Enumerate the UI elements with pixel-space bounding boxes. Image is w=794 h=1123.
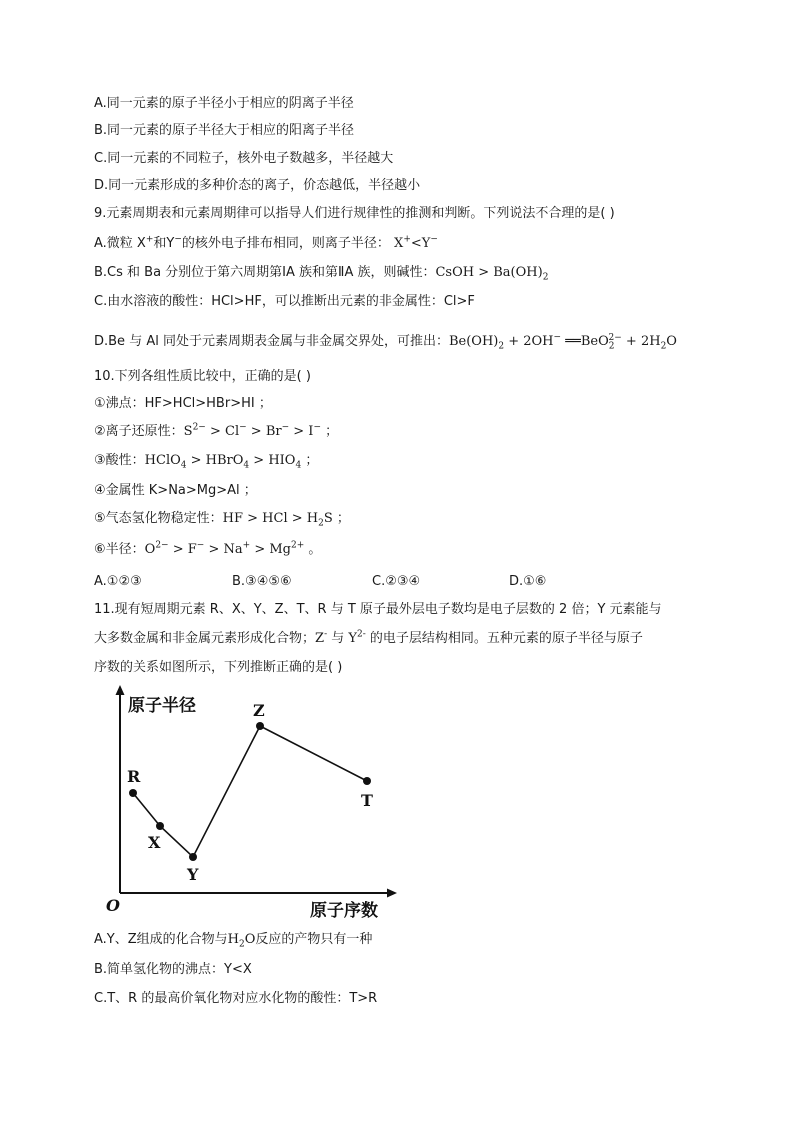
- q10-option-a: A.①②③: [94, 574, 142, 589]
- q10-i2-text: ②离子还原性：: [94, 424, 184, 439]
- q9-option-a: A.微粒 X+和Y−的核外电子排布相同，则离子半径： X+<Y−: [94, 234, 438, 251]
- point-label-y: Y: [187, 865, 199, 884]
- q8-option-b: B.同一元素的原子半径大于相应的阳离子半径: [94, 123, 355, 138]
- q9-stem: 9.元素周期表和元素周期律可以指导人们进行规律性的推测和判断。下列说法不合理的是( ): [94, 206, 615, 221]
- q10-option-b: B.③④⑤⑥: [232, 574, 292, 589]
- origin-label: O: [106, 896, 120, 915]
- q9-d-equation: $Be(OH)_2 + 2OH^-$ ══BeO$_2^{2-}$ + $2H_2O$: [448, 332, 677, 352]
- point-label-t: T: [361, 791, 373, 810]
- q11-stem-line-3: 序数的关系如图所示，下列推断正确的是( ): [94, 660, 343, 675]
- q9-b-text: B.Cs 和 Ba 分别位于第六周期第ⅠA 族和第ⅡA 族，则碱性：: [94, 265, 436, 280]
- q11-a-text-2: 反应的产物只有一种: [255, 932, 373, 947]
- point-z: [256, 722, 264, 730]
- q10-option-c: C.②③④: [372, 574, 421, 589]
- q9-option-c: C.由水溶液的酸性：HCl>HF，可以推断出元素的非金属性：Cl>F: [94, 294, 475, 309]
- point-label-x: X: [148, 833, 161, 852]
- q10-i6-expr: $O^{2-} > F^- > Na^+ > Mg^{2+}$: [144, 540, 305, 557]
- atomic-radius-graph: [100, 683, 410, 923]
- q11-stem-line-2: 大多数金属和非金属元素形成化合物；Z- 与 $Y^{2-}$ 的电子层结构相同。五种元素的原子半径与原子: [94, 629, 643, 646]
- point-label-r: R: [127, 767, 141, 786]
- q9-d-text: D.Be 与 Al 同处于元素周期表金属与非金属交界处，可推出：: [94, 334, 449, 349]
- q10-i5-text: ⑤气态氢化物稳定性：: [94, 511, 223, 526]
- q11-stem2-text-2: 与: [327, 631, 349, 646]
- point-x: [156, 822, 164, 830]
- q9-option-d: [94, 333, 677, 351]
- radius-curve: [133, 726, 367, 857]
- point-r: [129, 789, 137, 797]
- q10-i3-expr: HClO$_4$ > HBrO$_4$ > $HIO_4$: [144, 453, 302, 471]
- q9-a-text-3: 的核外电子排布相同，则离子半径：: [181, 236, 390, 251]
- q9-a-text-2: 和Y: [153, 236, 175, 251]
- y-axis-arrow: [116, 685, 125, 695]
- q9-option-b: [94, 264, 548, 282]
- point-t: [363, 777, 371, 785]
- point-label-z: Z: [253, 701, 265, 720]
- q10-item-1: ①沸点：HF>HCl>HBr>HI ；: [94, 396, 272, 411]
- q10-i6-text: ⑥半径：: [94, 542, 145, 557]
- q11-option-b: B.简单氢化物的沸点：Y<X: [94, 962, 252, 977]
- q11-stem2-text-1: 大多数金属和非金属元素形成化合物；: [94, 631, 316, 646]
- y-axis-label: 原子半径: [128, 696, 196, 716]
- q9-a-text-1: A.微粒 X: [94, 236, 146, 251]
- q11-option-a: A.Y、Z组成的化合物与$H_2O$反应的产物只有一种: [94, 932, 373, 950]
- x-axis-arrow: [387, 889, 397, 898]
- q10-stem: 10.下列各组性质比较中，正确的是( ): [94, 369, 311, 384]
- x-axis-label: 原子序数: [310, 901, 378, 921]
- q10-option-d: D.①⑥: [509, 574, 547, 589]
- q10-item-6: ⑥半径：$O^{2-} > F^- > Na^+ > Mg^{2+}$ 。: [94, 540, 322, 557]
- q9-b-expr: CsOH > $Ba(OH)_2$: [435, 265, 549, 283]
- q10-i5-expr: HF > HCl > $H_2S$: [222, 511, 333, 529]
- q11-stem-line-1: 11.现有短周期元素 R、X、Y、Z、T、R 与 T 原子最外层电子数均是电子层数的 2 倍；Y 元素能与: [94, 602, 662, 617]
- q10-item-4: ④金属性 K>Na>Mg>Al ；: [94, 483, 257, 498]
- q10-item-3: ③酸性：HClO$_4$ > HBrO$_4$ > $HIO_4$ ；: [94, 453, 319, 471]
- q10-item-2: ②离子还原性：$S^{2-} > Cl^- > Br^- > I^-$ ；: [94, 422, 339, 439]
- q10-item-5: ⑤气态氢化物稳定性：HF > HCl > $H_2S$ ；: [94, 511, 350, 529]
- q10-i2-expr: $S^{2-} > Cl^- > Br^- > I^-$: [183, 422, 321, 439]
- q11-a-text-1: A.Y、Z组成的化合物与: [94, 932, 228, 947]
- q8-option-c: C.同一元素的不同粒子，核外电子数越多，半径越大: [94, 151, 394, 166]
- q8-option-d: D.同一元素形成的多种价态的离子，价态越低，半径越小: [94, 178, 421, 193]
- q9-a-expr: X+<Y−: [394, 234, 438, 251]
- q10-i3-text: ③酸性：: [94, 453, 145, 468]
- point-y: [189, 853, 197, 861]
- q11-stem2-text-3: 的电子层结构相同。五种元素的原子半径与原子: [365, 631, 643, 646]
- q11-option-c: C.T、R 的最高价氧化物对应水化物的酸性：T>R: [94, 991, 378, 1006]
- q8-option-a: A.同一元素的原子半径小于相应的阴离子半径: [94, 96, 354, 111]
